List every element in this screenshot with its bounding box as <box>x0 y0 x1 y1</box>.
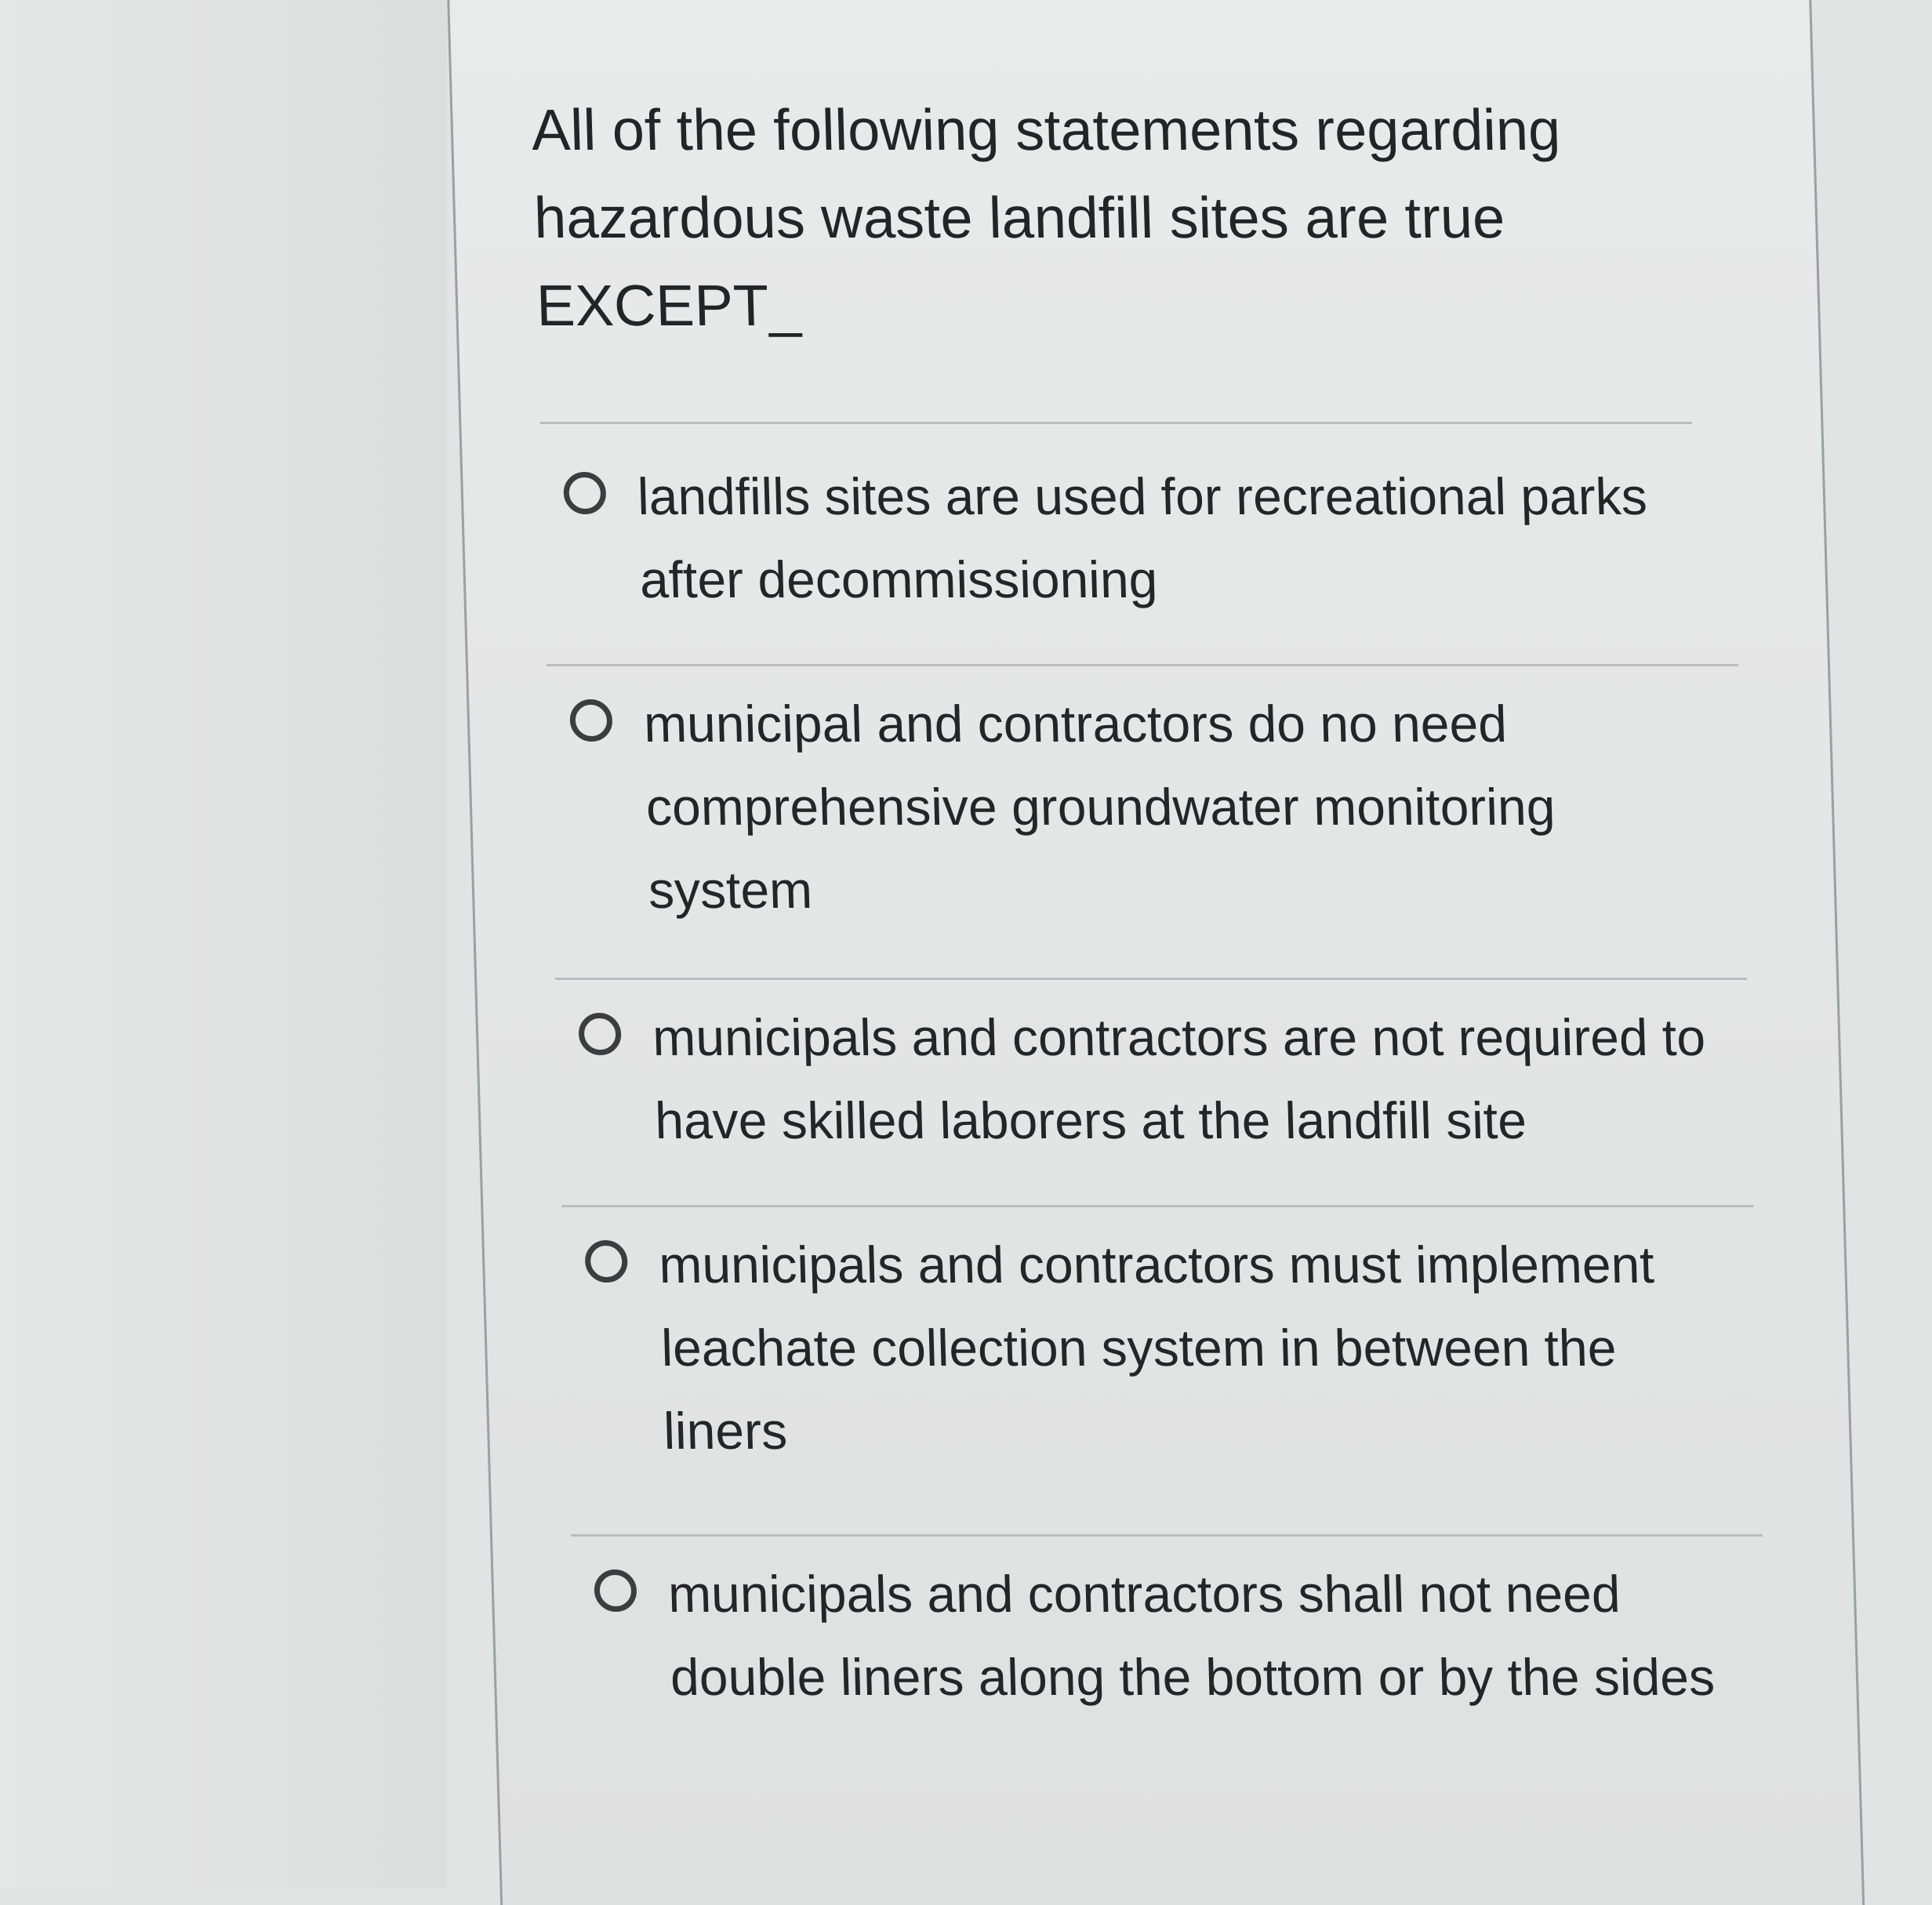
left-background-pane <box>0 0 447 1889</box>
option-line: municipals and contractors are not required to <box>652 1008 1707 1066</box>
answer-option-label <box>666 1537 1746 1742</box>
option-line: double liners along the bottom or by the sides <box>669 1648 1716 1706</box>
question-line: hazardous waste landfill sites are true <box>532 185 1506 250</box>
answer-option-3[interactable] <box>555 980 1753 1207</box>
answer-option-5[interactable] <box>571 1537 1769 1764</box>
quiz-question-card <box>447 0 1865 1905</box>
radio-button-icon[interactable] <box>584 1240 628 1283</box>
radio-button-icon[interactable] <box>578 1013 622 1055</box>
answer-option-1[interactable] <box>540 439 1738 666</box>
answer-option-label <box>636 439 1716 644</box>
answer-options-list <box>540 439 1769 1764</box>
option-line: leachate collection system in between the <box>660 1319 1618 1377</box>
option-line: municipals and contractors must implement <box>658 1236 1655 1294</box>
radio-button-icon[interactable] <box>594 1569 637 1612</box>
radio-button-icon[interactable] <box>563 472 607 514</box>
answer-option-label <box>642 666 1724 955</box>
question-text <box>530 86 1651 350</box>
answer-option-label <box>657 1207 1739 1496</box>
question-block <box>530 86 1651 350</box>
answer-option-label <box>651 980 1730 1185</box>
answer-option-4[interactable] <box>561 1207 1763 1537</box>
question-separator <box>539 422 1692 424</box>
option-line: liners <box>663 1402 789 1460</box>
answer-option-2[interactable] <box>547 666 1747 980</box>
question-line: All of the following statements regarding <box>530 97 1562 162</box>
question-line: EXCEPT_ <box>535 273 802 338</box>
radio-button-icon[interactable] <box>569 699 613 742</box>
option-line: municipal and contractors do no need <box>643 695 1508 753</box>
option-line: system <box>647 861 814 919</box>
option-line: after decommissioning <box>638 550 1159 608</box>
option-line: landfills sites are used for recreational parks <box>636 467 1648 525</box>
option-line: have skilled laborers at the landfill site <box>654 1091 1527 1149</box>
option-line: comprehensive groundwater monitoring <box>645 778 1556 836</box>
option-line: municipals and contractors shall not need <box>667 1565 1622 1623</box>
